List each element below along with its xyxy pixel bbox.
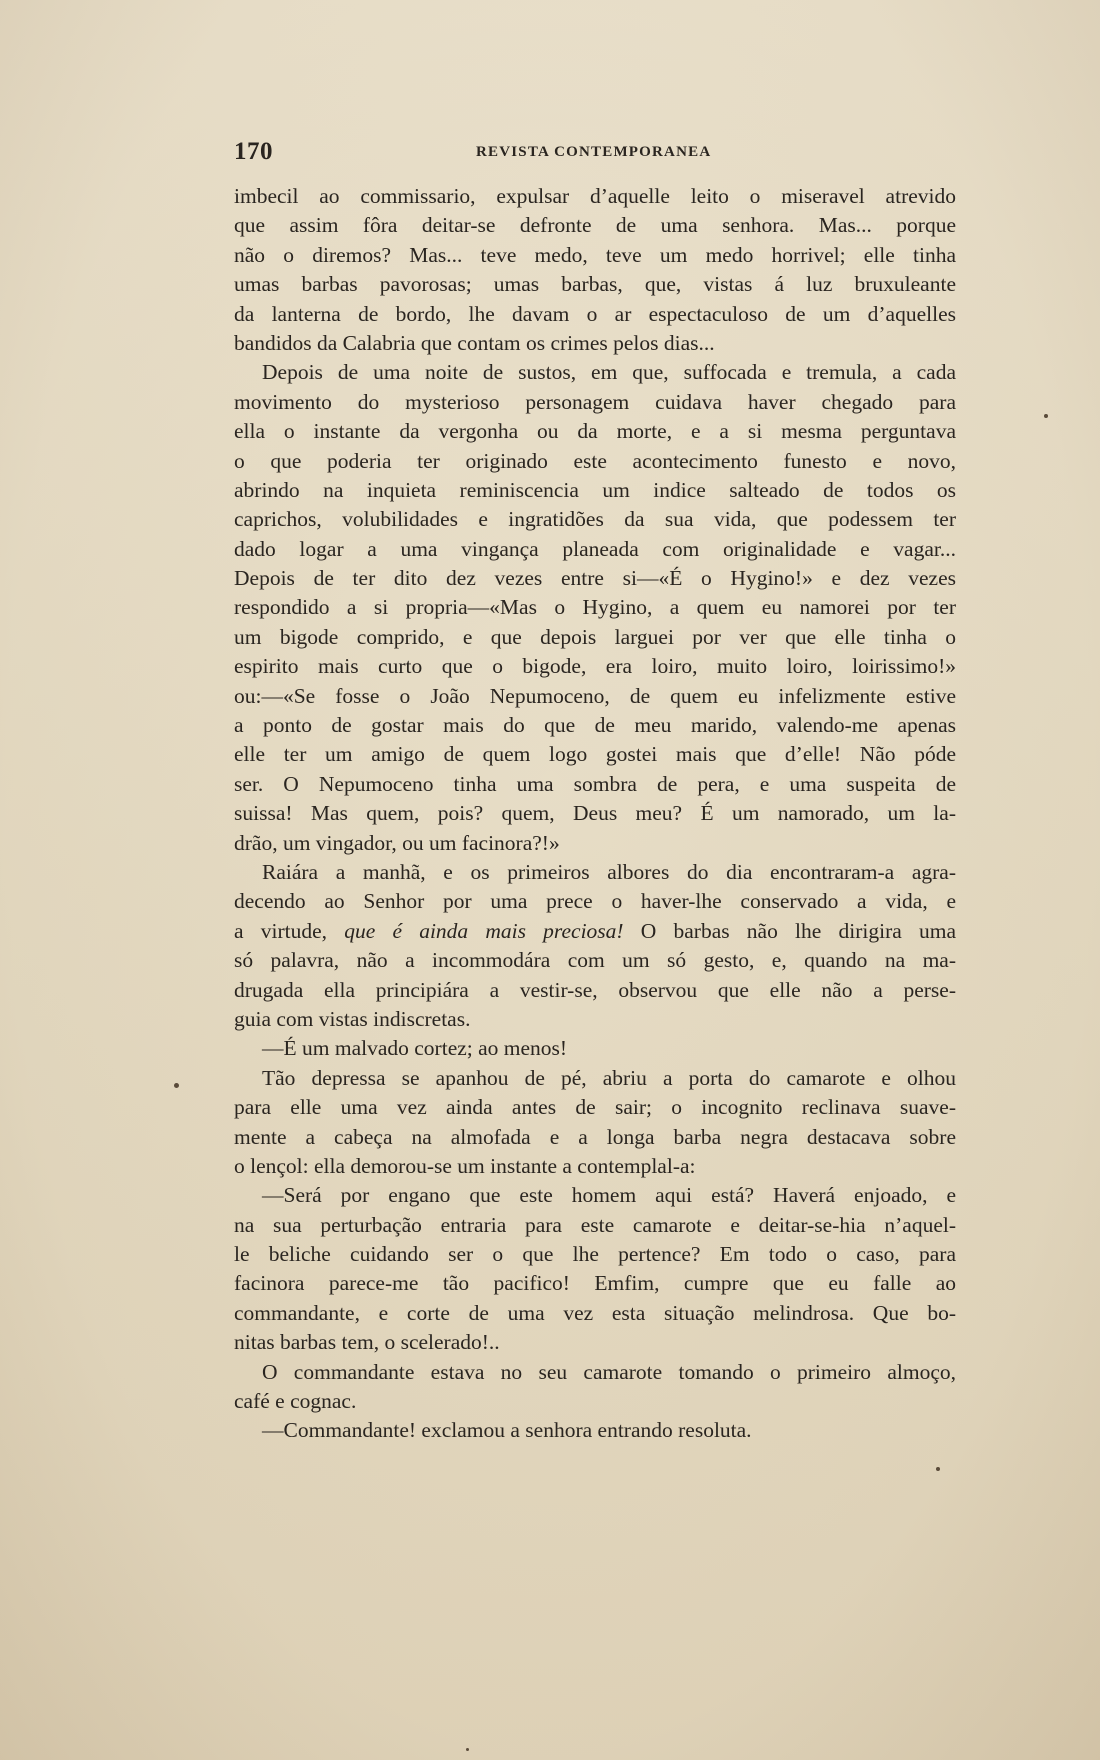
text-line: guia com vistas indiscretas.	[234, 1006, 471, 1031]
paper-speck	[936, 1467, 940, 1471]
text-line: —Será por engano que este homem aqui está? Haverá enjoado, e	[262, 1183, 956, 1208]
text-line: drugada ella principiára a vestir-se, observou que elle não a perse-	[234, 977, 956, 1002]
text-line: para elle uma vez ainda antes de sair; o incognito reclinava suave-	[234, 1095, 956, 1120]
text-line: que assim fôra deitar-se defronte de uma senhora. Mas... porque	[234, 213, 956, 238]
text-line: não o diremos? Mas... teve medo, teve um medo horrivel; elle tinha	[234, 242, 956, 267]
text-line: ser. O Nepumoceno tinha uma sombra de pera, e uma suspeita de	[234, 771, 956, 796]
text-line: umas barbas pavorosas; umas barbas, que, vistas á luz bruxuleante	[234, 272, 956, 297]
text-line: —Commandante! exclamou a senhora entrando resoluta.	[262, 1418, 752, 1443]
text-line: espirito mais curto que o bigode, era loiro, muito loiro, loirissimo!»	[234, 654, 956, 679]
text-line: Raiára a manhã, e os primeiros albores do dia encontraram-a agra-	[262, 859, 956, 884]
text-line: o lençol: ella demorou-se um instante a contemplal-a:	[234, 1153, 696, 1178]
text-line: facinora parece-me tão pacifico! Emfim, cumpre que eu falle ao	[234, 1271, 956, 1296]
text-line: só palavra, não a incommodára com um só gesto, e, quando na ma-	[234, 948, 956, 973]
text-line: elle ter um amigo de quem logo gostei mais que d’elle! Não póde	[234, 742, 956, 767]
text-line: —É um malvado cortez; ao menos!	[262, 1036, 568, 1061]
paper-speck	[466, 1748, 469, 1751]
text-line: le beliche cuidando ser o que lhe pertence? Em todo o caso, para	[234, 1242, 956, 1267]
text-line: nitas barbas tem, o scelerado!..	[234, 1330, 500, 1355]
text-line: Tão depressa se apanhou de pé, abriu a porta do camarote e olhou	[262, 1065, 956, 1090]
text-line: suissa! Mas quem, pois? quem, Deus meu? É um namorado, um la-	[234, 801, 956, 826]
text-line: ella o instante da vergonha ou da morte, e a si mesma perguntava	[234, 419, 956, 444]
running-head	[234, 138, 718, 172]
journal-title: REVISTA CONTEMPORANEA	[476, 144, 712, 160]
text-line: commandante, e corte de uma vez esta situação melindrosa. Que bo-	[234, 1300, 956, 1325]
text-line: Depois de ter dito dez vezes entre si—«É o Hygino!» e dez vezes	[234, 566, 956, 591]
text-line: imbecil ao commissario, expulsar d’aquelle leito o miseravel atrevido	[234, 184, 956, 208]
text-line: respondido a si propria—«Mas o Hygino, a quem eu namorei por ter	[234, 595, 956, 620]
page-number: 170	[234, 138, 273, 165]
text-line: drão, um vingador, ou um facinora?!»	[234, 830, 560, 855]
text-segment: a virtude,	[234, 918, 345, 943]
text-line: a ponto de gostar mais do que de meu marido, valendo-me apenas	[234, 713, 956, 738]
text-line: abrindo na inquieta reminiscencia um indice salteado de todos os	[234, 477, 956, 502]
text-line: decendo ao Senhor por uma prece o haver-lhe conservado a vida, e	[234, 889, 956, 914]
body-text	[234, 182, 956, 1446]
text-line: um bigode comprido, e que depois larguei por ver que elle tinha o	[234, 624, 956, 649]
text-line: o que poderia ter originado este acontecimento funesto e novo,	[234, 448, 956, 473]
text-line: O commandante estava no seu camarote tomando o primeiro almoço,	[262, 1359, 956, 1384]
text-line: bandidos da Calabria que contam os crimes pelos dias...	[234, 330, 715, 355]
text-line: movimento do mysterioso personagem cuidava haver chegado para	[234, 389, 956, 414]
text-line: dado logar a uma vingança planeada com originalidade e vagar...	[234, 536, 956, 561]
text-line: café e cognac.	[234, 1389, 357, 1414]
italic-text-segment: que é ainda mais preciosa!	[344, 918, 624, 943]
text-line: na sua perturbação entraria para este camarote e deitar-se-hia n’aquel-	[234, 1212, 956, 1237]
text-line: mente a cabeça na almofada e a longa barba negra destacava sobre	[234, 1124, 956, 1149]
text-line: ou:—«Se fosse o João Nepumoceno, de quem eu infelizmente estive	[234, 683, 956, 708]
text-segment: O barbas não lhe dirigira uma	[623, 918, 956, 943]
paper-speck	[174, 1083, 179, 1088]
paper-speck	[1044, 414, 1048, 418]
text-line: caprichos, volubilidades e ingratidões da sua vida, que podessem ter	[234, 507, 956, 532]
text-line: Depois de uma noite de sustos, em que, suffocada e tremula, a cada	[262, 360, 956, 385]
text-line: da lanterna de bordo, lhe davam o ar espectaculoso de um d’aquelles	[234, 301, 956, 326]
text-line	[234, 917, 956, 946]
